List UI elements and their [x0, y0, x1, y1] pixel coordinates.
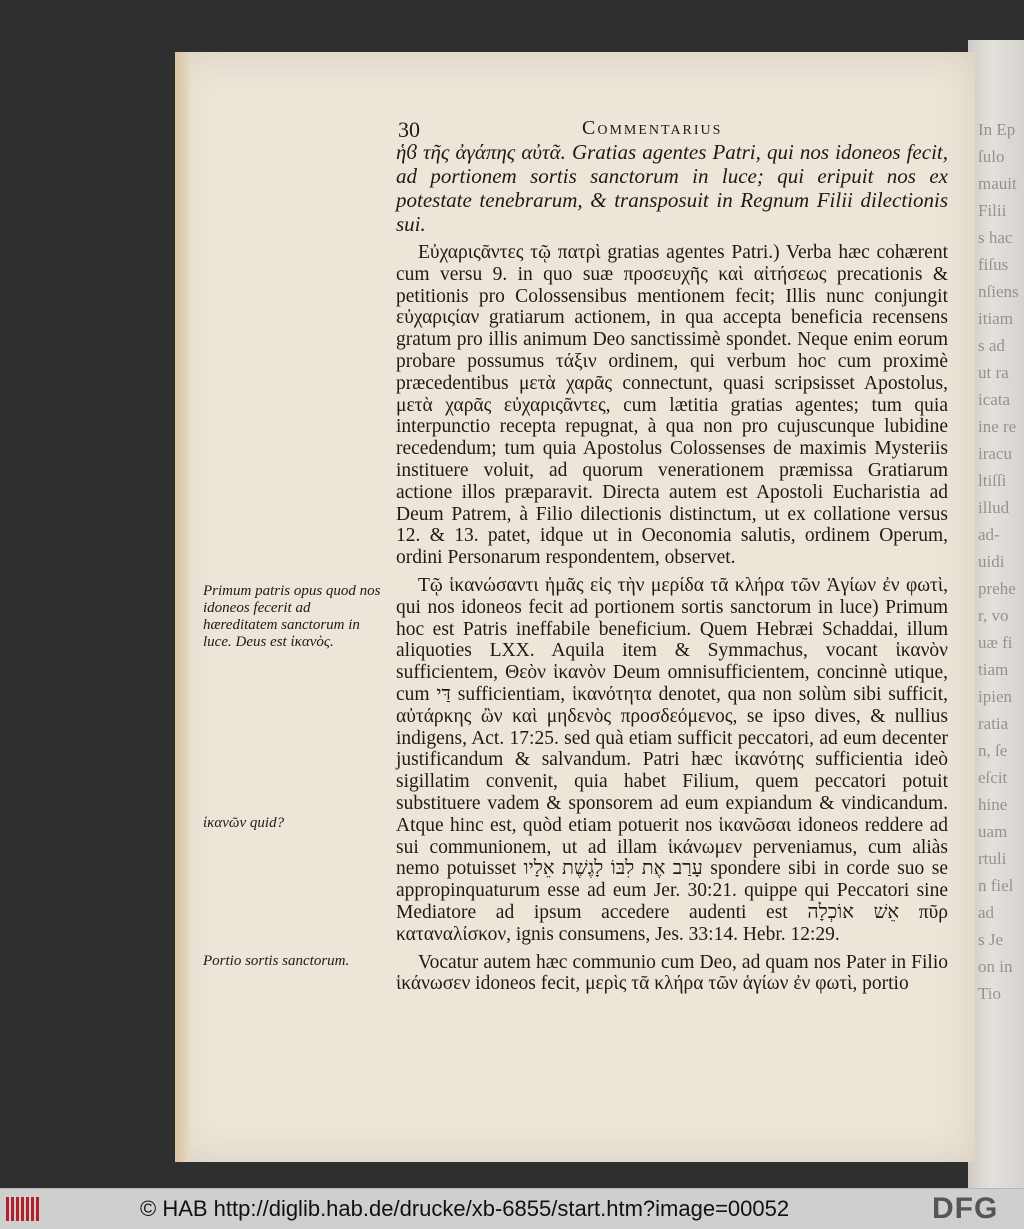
adjacent-page-fragment: r, vo [978, 606, 1009, 625]
adjacent-page-fragment: ltiſſi [978, 471, 1007, 490]
adjacent-page-fragment: uæ fi [978, 633, 1013, 652]
margin-note-1: Primum patris opus quod nos idoneos fecerit ad hæreditatem sanctorum in luce. Deus est ἱκανὸς. [203, 583, 381, 650]
adjacent-page-fragment: ſulo [978, 147, 1005, 166]
adjacent-page-fragment: ad [978, 903, 995, 922]
adjacent-page-fragment: ipien [978, 687, 1012, 706]
adjacent-page-fragment: s Je [978, 930, 1004, 949]
adjacent-page-fragment: on in [978, 957, 1013, 976]
adjacent-page-fragment: s ad [978, 336, 1005, 355]
paragraph-2: Τῷ ἱκανώσαντι ἡμᾶς εἰς τὴν μερίδα τᾶ κλήρα τῶν Ἁγίων ἐν φωτὶ, qui nos idoneos fecit ad portionem sortis sanctorum in luce) Primum hoc est Patris ineffabile beneficium. Quem Hebræi Schaddai, illum aliquoties LXX. Aquila item & Symmachus, vocant ἱκανὸν sufficientem, Θεὸν ἱκανὸν Deum omnisufficientem, concinnè utique, cum דַּי sufficientiam, ἱκανότητα denotet, qua non solùm sibi sufficit, αὐτάρκης ὢν καὶ μηδενὸς προσδεόμενος, se ipso dives, & nullius indigens, Act. 17:25. sed quà etiam sufficit peccatori, ad eum decenter justificandum & salvandum. Patri hæc ἱκανότης sufficientia ideò sigillatim convenit, quia habet Filium, quem peccatori potuit substituere vadem & sponsorem ad eum expiandum & vindicandum. Atque hinc est, quòd etiam potuerit nos ἱκανῶσαι idoneos reddere ad sui communionem, ut ad illam ἱκάνωμεν perveniamus, cum aliàs nemo potuisset עָרַב אֶת לִבּוֹ לָגֶשֶׁת אֵלָיו spondere sibi in corde suo se appropinquaturum esse ad eum Jer. 30:21. quippe qui Peccatori sine Mediatore ad ipsum accedere audenti est אֵשׁ אוֹכְלָה πῦρ καταναλίσκον, ignis consumens, Jes. 33:14. Hebr. 12:29. [396, 574, 948, 945]
adjacent-page-fragment: rtuli [978, 849, 1007, 868]
intro-verse: ἡϐ τῆς ἀγάπης αὐτᾶ. Gratias agentes Patri, qui nos idoneos fecit, ad portionem sortis sanctorum in luce; qui eripuit nos ex potestate tenebrarum, & transposuit in Regnum Filii dilectionis sui. [396, 140, 948, 236]
adjacent-page-fragment: hine [978, 795, 1008, 814]
adjacent-page-fragment: nſiens [978, 282, 1019, 301]
adjacent-page-fragment: illud [978, 498, 1010, 517]
page-number: 30 [398, 117, 420, 142]
adjacent-page-fragment: iracu [978, 444, 1012, 463]
adjacent-page-fragment: uidi [978, 552, 1005, 571]
hab-logo-icon [6, 1197, 46, 1221]
adjacent-page-fragment: uam [978, 822, 1008, 841]
paragraph-1: Εὐχαριςᾶντες τῷ πατρὶ gratias agentes Patri.) Verba hæc cohærent cum versu 9. in quo suæ προσευχῆς καὶ αἰτήσεως precationis & petitionis pro Colossensibus mentionem fecit; Illis nunc conjungit εὐχαριςίαν gratiarum actionem, in qua accepta beneficia recensens gratum pro illis animum Deo sanctissimè spondet. Neque enim eorum probare possumus τάξιν ordinem, qui verbum hoc cum proximè præcedentibus μετὰ χαρᾶς connectunt, quasi scripsisset Apostolus, μετὰ χαρᾶς εὐχαριςᾶντες, cum lætitia gratias agentes; tum quia interpunctio recepta repugnat, à qua non pro cujuscunque lubidine recedendum; tum quia Apostolus Colossenses de maximis Mysteriis instituere voluit, ad quorum venerationem præmissa Gratiarum actione illos præparavit. Directa autem est Apostoli Eucharistia ad Deum Patrem, à Filio dilectionis distinctum, ut ex collatione versus 12. & 13. patet, idque ut in Oeconomia salutis, ordinem Operum, ordini Personarum respondentem, observet. [396, 242, 948, 569]
adjacent-page-fragment: Tio [978, 984, 1002, 1003]
page-gutter-edge [175, 52, 189, 1162]
adjacent-page-fragment: icata [978, 390, 1011, 409]
dfg-logo: DFG [932, 1192, 999, 1225]
adjacent-page-fragment: fiſus [978, 255, 1009, 274]
adjacent-page-fragment: ut ra [978, 363, 1009, 382]
adjacent-page-fragment: itiam [978, 309, 1013, 328]
adjacent-page-fragment: mauit [978, 174, 1017, 193]
footer-credit-link[interactable]: © HAB http://diglib.hab.de/drucke/xb-6855/start.htm?image=00052 [140, 1196, 790, 1221]
adjacent-page-fragment: n fiel [978, 876, 1014, 895]
adjacent-page-fragment: prehe [978, 579, 1016, 598]
page-body [396, 140, 948, 995]
adjacent-page-fragment: s hac [978, 228, 1013, 247]
adjacent-page-fragment: eſcit [978, 768, 1008, 787]
paragraph-3: Vocatur autem hæc communio cum Deo, ad quam nos Pater in Filio ἱκάνωσεν idoneos fecit, μερὶς τᾶ κλήρα τῶν ἁγίων ἐν φωτὶ, portio [396, 951, 948, 995]
adjacent-page-fragment: In Ep [978, 120, 1016, 139]
adjacent-page-fragment: tiam [978, 660, 1009, 679]
running-head-title: Commentarius [582, 117, 723, 139]
adjacent-page-fragment: ad- [978, 525, 1000, 544]
adjacent-page-fragment: ratia [978, 714, 1009, 733]
adjacent-page-fragment: Filii [978, 201, 1007, 220]
footer-bar [0, 1188, 1024, 1229]
margin-note-2: ἱκανῶν quid? [203, 815, 285, 831]
margin-note-3: Portio sortis sanctorum. [203, 953, 350, 969]
adjacent-page-fragment: ine re [978, 417, 1017, 436]
adjacent-page-fragment: n, ſe [978, 741, 1008, 760]
